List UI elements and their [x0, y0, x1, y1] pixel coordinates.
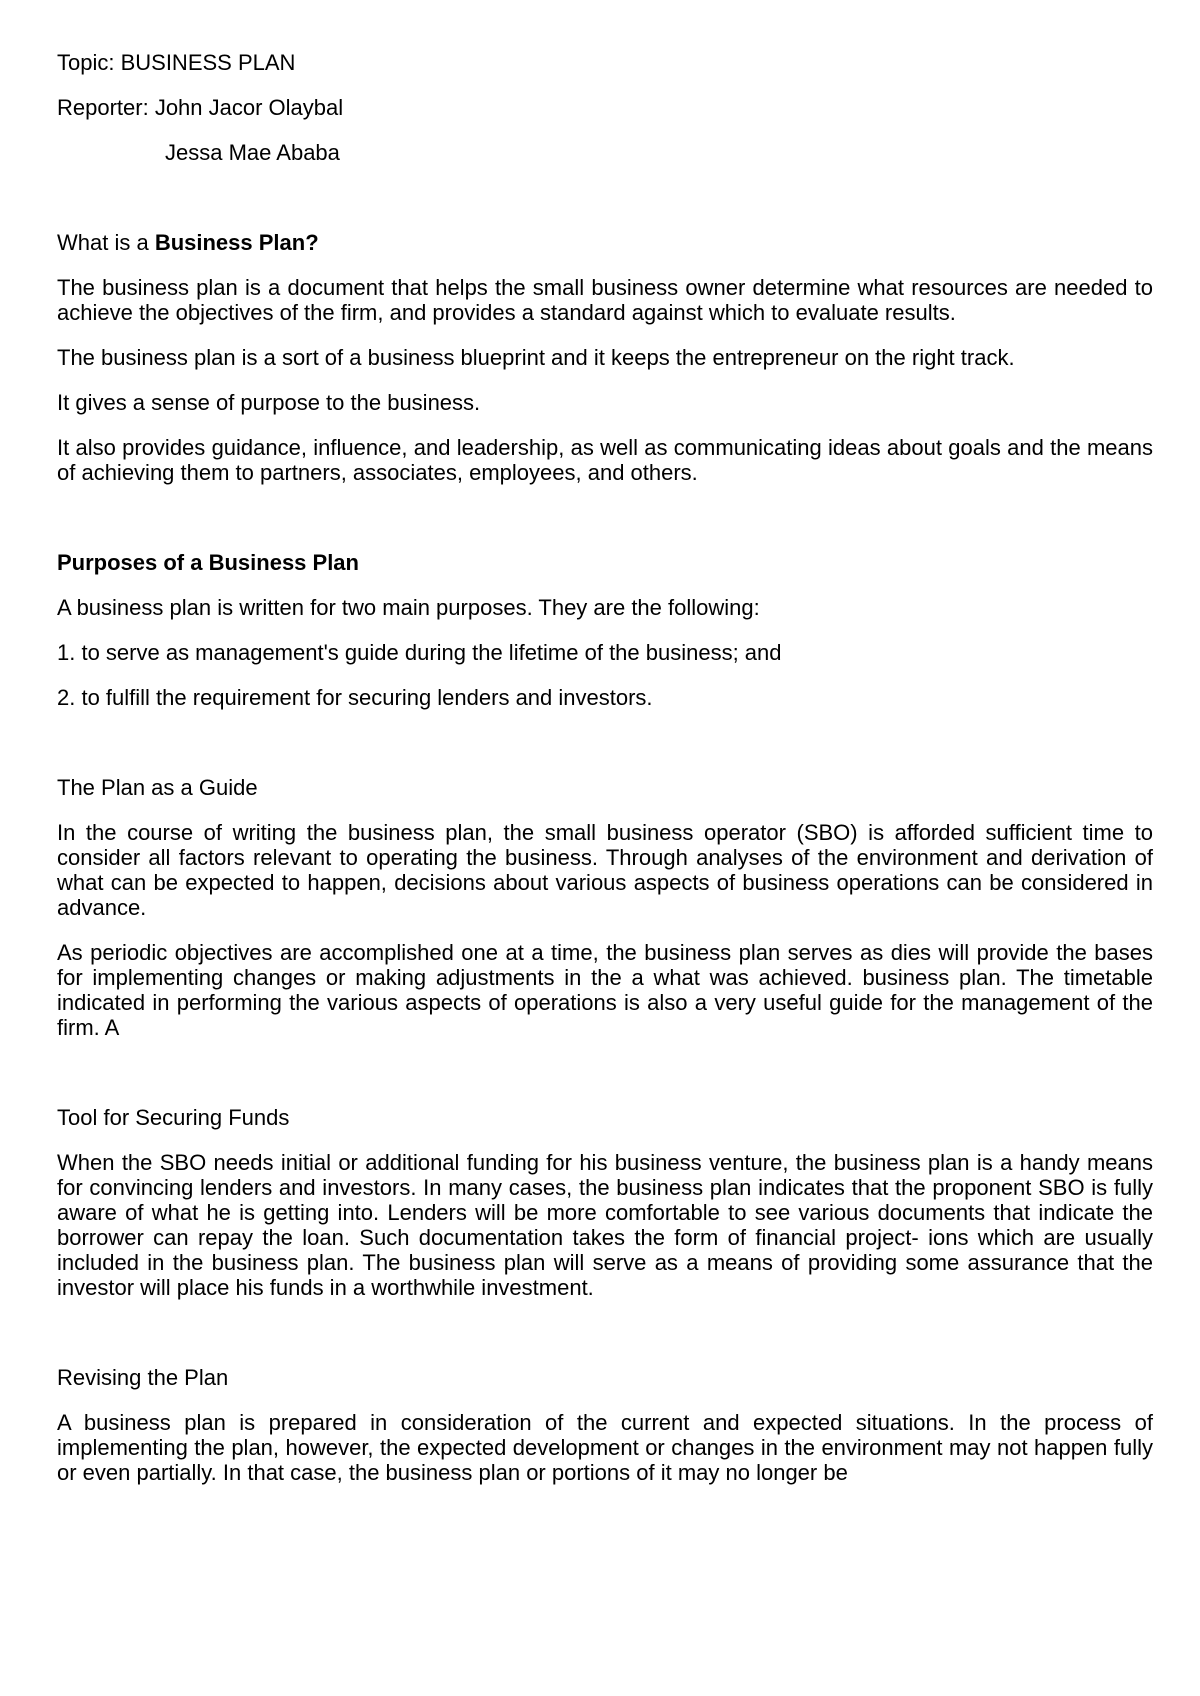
- topic-line: Topic: BUSINESS PLAN: [57, 50, 296, 75]
- paragraph: It gives a sense of purpose to the business.: [57, 390, 481, 415]
- section-heading-revising: Revising the Plan: [57, 1365, 229, 1390]
- list-item: 2. to fulfill the requirement for securing lenders and investors.: [57, 685, 653, 710]
- paragraph: A business plan is prepared in consideration of the current and expected situations. In the process of implementing the plan, however, the expected development or changes in the environment may not happen fully or even partially. In that case, the business plan or portions of it may no longer be: [57, 1410, 1153, 1485]
- paragraph: The business plan is a document that helps the small business owner determine what resources are needed to achieve the objectives of the firm, and provides a standard against which to evaluate results.: [57, 275, 1153, 325]
- document-page: [57, 50, 1153, 1485]
- heading-bold-text: Business Plan?: [154, 230, 319, 255]
- paragraph: As periodic objectives are accomplished one at a time, the business plan serves as dies will provide the bases for implementing changes or making adjustments in the a what was achieved. business plan. The timetable indicated in performing the various aspects of operations is also a very useful guide for the management of the firm. A: [57, 940, 1153, 1040]
- reporter-line-2: Jessa Mae Ababa: [165, 140, 340, 165]
- section-heading-funds: Tool for Securing Funds: [57, 1105, 290, 1130]
- list-item: 1. to serve as management's guide during the lifetime of the business; and: [57, 640, 782, 665]
- paragraph: The business plan is a sort of a business blueprint and it keeps the entrepreneur on the right track.: [57, 345, 1015, 370]
- paragraph: It also provides guidance, influence, and leadership, as well as communicating ideas about goals and the means of achieving them to partners, associates, employees, and others.: [57, 435, 1153, 485]
- section-heading-what-is: [57, 230, 1153, 255]
- heading-plain-text: What is a: [57, 230, 155, 255]
- paragraph: A business plan is written for two main purposes. They are the following:: [57, 595, 760, 620]
- section-heading-purposes: Purposes of a Business Plan: [57, 550, 359, 575]
- section-heading-guide: The Plan as a Guide: [57, 775, 258, 800]
- paragraph: In the course of writing the business plan, the small business operator (SBO) is afforded sufficient time to consider all factors relevant to operating the business. Through analyses of the environment and derivation of what can be expected to happen, decisions about various aspects of business operations can be considered in advance.: [57, 820, 1153, 920]
- paragraph: When the SBO needs initial or additional funding for his business venture, the business plan is a handy means for convincing lenders and investors. In many cases, the business plan indicates that the proponent SBO is fully aware of what he is getting into. Lenders will be more comfortable to see various documents that indicate the borrower can repay the loan. Such documentation takes the form of financial project- ions which are usually included in the business plan. The business plan will serve as a means of providing some assurance that the investor will place his funds in a worthwhile investment.: [57, 1150, 1153, 1300]
- reporter-line: Reporter: John Jacor Olaybal: [57, 95, 344, 120]
